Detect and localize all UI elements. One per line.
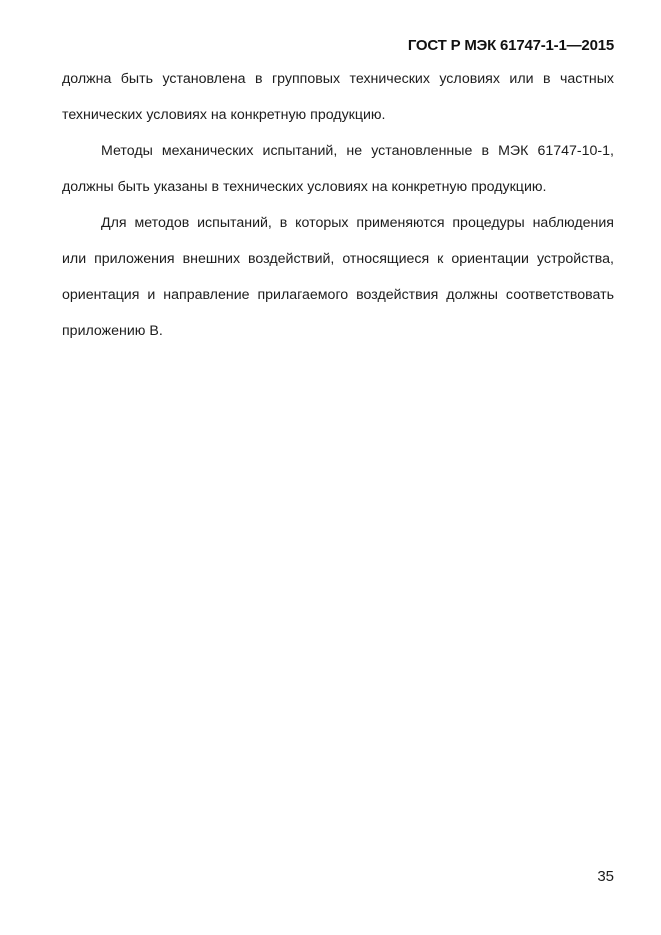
paragraph-continuation: должна быть установлена в групповых технических условиях или в частных технических условиях на конкретную продукцию. xyxy=(62,71,614,123)
page-number: 35 xyxy=(597,868,614,885)
document-code-header: ГОСТ Р МЭК 61747-1-1—2015 xyxy=(407,37,614,54)
paragraph-mechanical-tests: Методы механических испытаний, не установленные в МЭК 61747-10-1, должны быть указаны в технических условиях на конкретную продукцию. xyxy=(62,143,614,195)
body-text xyxy=(62,61,614,349)
paragraph-orientation-tests: Для методов испытаний, в которых применяются процедуры наблюдения или приложения внешних воздействий, относящиеся к ориентации устройства, ориентация и направление прилагаемого воздействия должны соответствовать приложению В. xyxy=(62,215,614,339)
